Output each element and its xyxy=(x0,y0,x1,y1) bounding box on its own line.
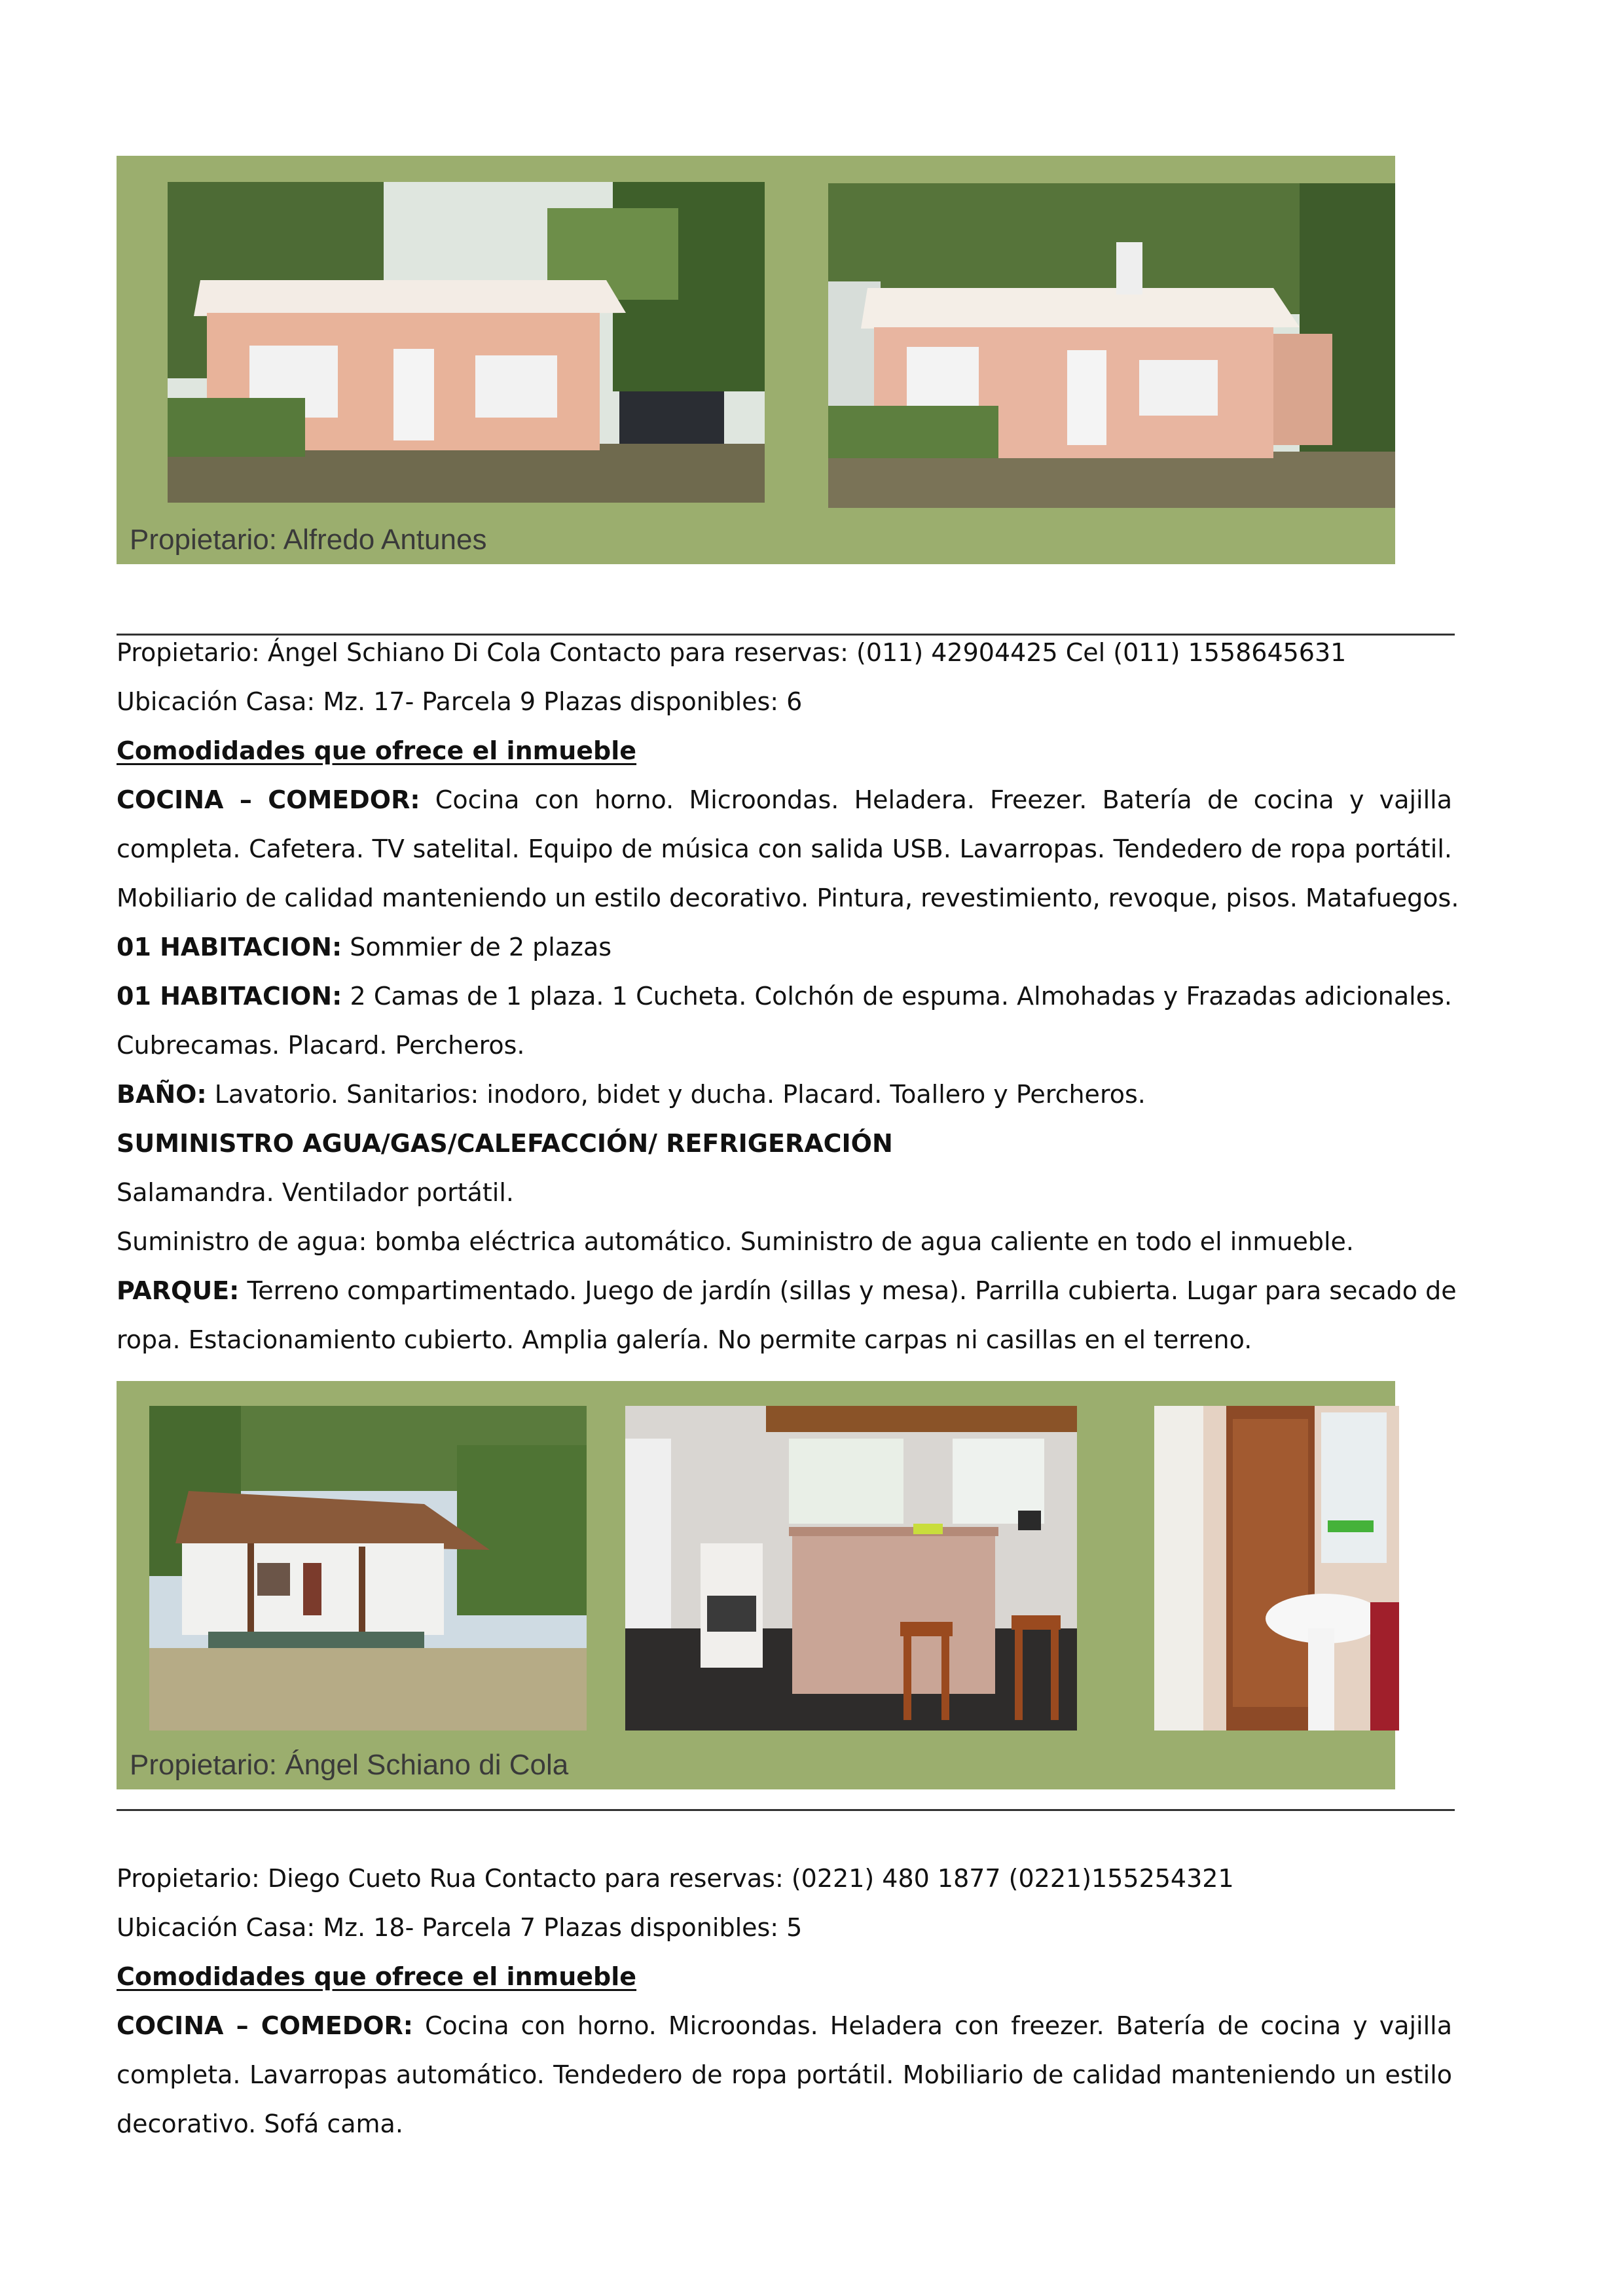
room-2-line-1 xyxy=(117,972,1452,1021)
garden-label: PARQUE: xyxy=(117,1276,240,1305)
bathroom-label: BAÑO: xyxy=(117,1080,207,1109)
section-divider xyxy=(117,1809,1455,1811)
house-porch-photo xyxy=(149,1406,587,1731)
photo-caption: Propietario: Alfredo Antunes xyxy=(130,524,487,556)
bathroom-photo xyxy=(1154,1406,1399,1731)
garden-text: Terreno compartimentado. Juego de jardín (sillas y mesa). Parrilla cubierta. Lugar para secado de xyxy=(239,1276,1457,1305)
kitchen-line-2: completa. Lavarropas automático. Tendedero de ropa portátil. Mobiliario de calidad manteniendo un estilo xyxy=(117,2060,1452,2089)
room-1-line xyxy=(117,923,1452,972)
kitchen-label: COCINA – COMEDOR: xyxy=(117,785,420,814)
utilities-line-1: Salamandra. Ventilador portátil. xyxy=(117,1178,514,1207)
utilities-line-2: Suministro de agua: bomba eléctrica automático. Suministro de agua caliente en todo el inmueble. xyxy=(117,1227,1354,1256)
utilities-heading: SUMINISTRO AGUA/GAS/CALEFACCIÓN/ REFRIGERACIÓN xyxy=(117,1129,893,1158)
bathroom-text: Lavatorio. Sanitarios: inodoro, bidet y ducha. Placard. Toallero y Percheros. xyxy=(206,1080,1146,1109)
room-2-label: 01 HABITACION: xyxy=(117,982,342,1011)
room-1-label: 01 HABITACION: xyxy=(117,933,342,961)
garden-line-2: ropa. Estacionamiento cubierto. Amplia galería. No permite carpas ni casillas en el terreno. xyxy=(117,1325,1252,1354)
amenities-heading: Comodidades que ofrece el inmueble xyxy=(117,736,637,765)
room-2-line-2: Cubrecamas. Placard. Percheros. xyxy=(117,1031,525,1060)
photo-caption: Propietario: Ángel Schiano di Cola xyxy=(130,1749,569,1781)
amenities-heading: Comodidades que ofrece el inmueble xyxy=(117,1962,637,1991)
kitchen-line-3: decorativo. Sofá cama. xyxy=(117,2109,403,2138)
kitchen-line-1 xyxy=(117,2001,1452,2051)
owner-contact-line: Propietario: Ángel Schiano Di Cola Contacto para reservas: (011) 42904425 Cel (011) 1558645631 xyxy=(117,638,1347,667)
room-1-text: Sommier de 2 plazas xyxy=(342,933,612,961)
kitchen-text: Cocina con horno. Microondas. Heladera. Freezer. Batería de cocina y vajilla xyxy=(420,785,1452,814)
garden-line-1 xyxy=(117,1266,1457,1316)
kitchen-line-2: completa. Cafetera. TV satelital. Equipo de música con salida USB. Lavarropas. Tendedero de ropa portátil. xyxy=(117,834,1452,863)
house-photo-angle xyxy=(828,183,1395,508)
kitchen-line-1 xyxy=(117,776,1452,825)
owner-contact-line: Propietario: Diego Cueto Rua Contacto para reservas: (0221) 480 1877 (0221)155254321 xyxy=(117,1864,1234,1893)
room-2-text: 2 Camas de 1 plaza. 1 Cucheta. Colchón de espuma. Almohadas y Frazadas adicionales. xyxy=(342,982,1452,1011)
kitchen-text: Cocina con horno. Microondas. Heladera con freezer. Batería de cocina y vajilla xyxy=(413,2011,1452,2040)
kitchen-label: COCINA – COMEDOR: xyxy=(117,2011,413,2040)
location-line: Ubicación Casa: Mz. 18- Parcela 7 Plazas disponibles: 5 xyxy=(117,1913,803,1942)
bathroom-line xyxy=(117,1070,1452,1119)
kitchen-photo xyxy=(625,1406,1077,1731)
location-line: Ubicación Casa: Mz. 17- Parcela 9 Plazas disponibles: 6 xyxy=(117,687,803,716)
house-photo-front xyxy=(168,182,765,503)
kitchen-line-3: Mobiliario de calidad manteniendo un estilo decorativo. Pintura, revestimiento, revoque, pisos. Matafuegos. xyxy=(117,884,1459,912)
